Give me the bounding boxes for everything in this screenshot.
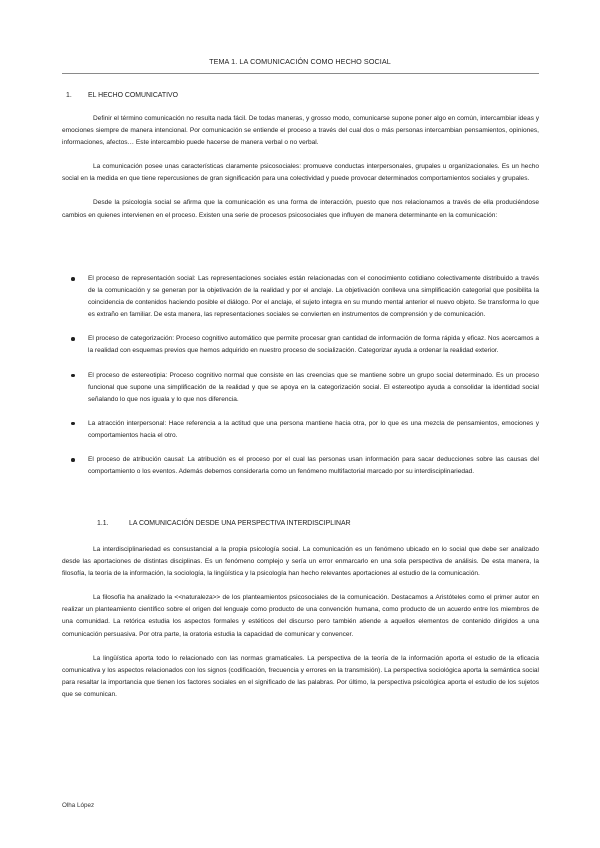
list-item bbox=[62, 333, 539, 357]
paragraph: Desde la psicología social se afirma que la comunicación es una forma de interacción, puesto que nos relacionamos a través de ella produciéndose cambios en quienes intervienen en el proceso. Existen una serie de procesos psicosociales que influyen de manera determinante en la comunicación: bbox=[62, 199, 539, 219]
list-item-text: El proceso de atribución causal: La atribución es el proceso por el cual las personas usan información para sacar deducciones sobre las causas del comportamiento o los eventos. Además debemos considerarla como un fenómeno multifactorial marcado por su interdisciplinariedad. bbox=[88, 456, 539, 476]
list-item-text: El proceso de estereotipia: Proceso cognitivo normal que consiste en las creencias que se mantiene sobre un grupo social determinado. Es un proceso funcional que supone una simplificación de la realidad y que se apoya en la categorización social. El estereotipo ayuda a consolidar la identidad social señalando lo que nos iguala y lo que nos diferencia. bbox=[88, 371, 539, 403]
interdisciplinary-paragraphs bbox=[62, 544, 539, 701]
intro-paragraphs bbox=[62, 113, 539, 222]
list-item bbox=[62, 418, 539, 442]
bullet-icon bbox=[71, 458, 75, 462]
paragraph: La filosofía ha analizado la <<naturaleza>> de los planteamientos psicosociales de la comunicación. Destacamos a Aristóteles como el primer autor en realizar un planteamiento científico sobre el origen del lenguaje como producto de una convención humana, como producto de un acuerdo entre los miembros de una comunidad. La retórica estudia los aspectos formales y estéticos del discurso pero también atiende a aquellos elementos de contenido dirigidos a una comunicación persuasiva. Por otra parte, la oratoria estudia la capacidad de comunicar y convencer. bbox=[62, 594, 539, 638]
page-header-title: TEMA 1. LA COMUNICACIÓN COMO HECHO SOCIAL bbox=[209, 57, 391, 66]
bullet-icon bbox=[71, 422, 75, 426]
section-title: LA COMUNICACIÓN DESDE UNA PERSPECTIVA INTERDISCIPLINAR bbox=[129, 520, 351, 527]
paragraph: La interdisciplinariedad es consustancial a la propia psicología social. La comunicación es un fenómeno ubicado en lo social que debe ser analizado desde las aportaciones de distintas disciplinas. Es un fenómeno complejo y sería un error enmarcarlo en una sola perspectiva de análisis. De esta manera, la filosofía, la teoría de la información, la sociología, la lingüística y la psicología han hecho relevantes aportaciones al estudio de la comunicación. bbox=[62, 546, 539, 578]
process-list bbox=[62, 273, 539, 478]
list-item bbox=[62, 370, 539, 406]
section-number: 1. bbox=[66, 92, 72, 99]
list-item bbox=[62, 454, 539, 478]
section-title: EL HECHO COMUNICATIVO bbox=[88, 92, 178, 99]
header-divider bbox=[62, 73, 539, 74]
paragraph: La lingüística aporta todo lo relacionado con las normas gramaticales. La perspectiva de la teoría de la información aporta el estudio de la eficacia comunicativa y los aspectos relacionados con los signos (codificación, frecuencia y errores en la transmisión). La perspectiva sociológica aporta la semántica social para resaltar la importancia que tienen los factores sociales en el significado de las palabras. Por último, la perspectiva psicológica aporta el estudio de los sujetos que se comunican. bbox=[62, 654, 539, 698]
section-number: 1.1. bbox=[97, 520, 109, 527]
list-item-text: El proceso de representación social: Las representaciones sociales están relacionadas con el conocimiento cotidiano colectivamente distribuido a través de la comunicación y se generan por la objetivación de la realidad y por el anclaje. La objetivación conlleva una simplificación categorial que posibilita la coincidencia de contenidos haciendo posible el diálogo. Por el anclaje, el sujeto integra en su mundo mental anterior el nuevo objeto. Se transforma lo que es extraño en familiar. De esta manera, las representaciones sociales se convierten en instrumentos de comprensión y de comunicación. bbox=[88, 275, 539, 319]
list-item bbox=[62, 273, 539, 321]
footer-author: Olha López bbox=[62, 802, 95, 809]
bullet-icon bbox=[71, 374, 75, 378]
list-item-text: El proceso de categorización: Proceso cognitivo automático que permite procesar gran cantidad de información de forma rápida y eficaz. Nos acercamos a la realidad con esquemas previos que hemos adquirido en nuestro proceso de socialización. Categorizar ayuda a ordenar la realidad exterior. bbox=[88, 335, 539, 355]
bullet-icon bbox=[71, 337, 75, 341]
list-item-text: La atracción interpersonal: Hace referencia a la actitud que una persona mantiene hacia otra, por lo que es una mezcla de pensamientos, emociones y comportamientos hacia el otro. bbox=[88, 419, 539, 439]
bullet-icon bbox=[71, 277, 75, 281]
paragraph: La comunicación posee unas características claramente psicosociales: promueve conductas interpersonales, grupales u organizacionales. Es un hecho social en la medida en que tiene repercusiones de gran significación para una colectividad y puede provocar determinados comportamientos sociales y grupales. bbox=[62, 163, 539, 183]
paragraph: Definir el término comunicación no resulta nada fácil. De todas maneras, y grosso modo, comunicarse supone poner algo en común, intercambiar ideas y emociones siempre de manera intencional. Por comunicación se entiende el proceso a través del cual dos o más personas intercambian pensamientos, opiniones, informaciones, afectos… Este intercambio puede hacerse de manera verbal o no verbal. bbox=[62, 115, 539, 147]
